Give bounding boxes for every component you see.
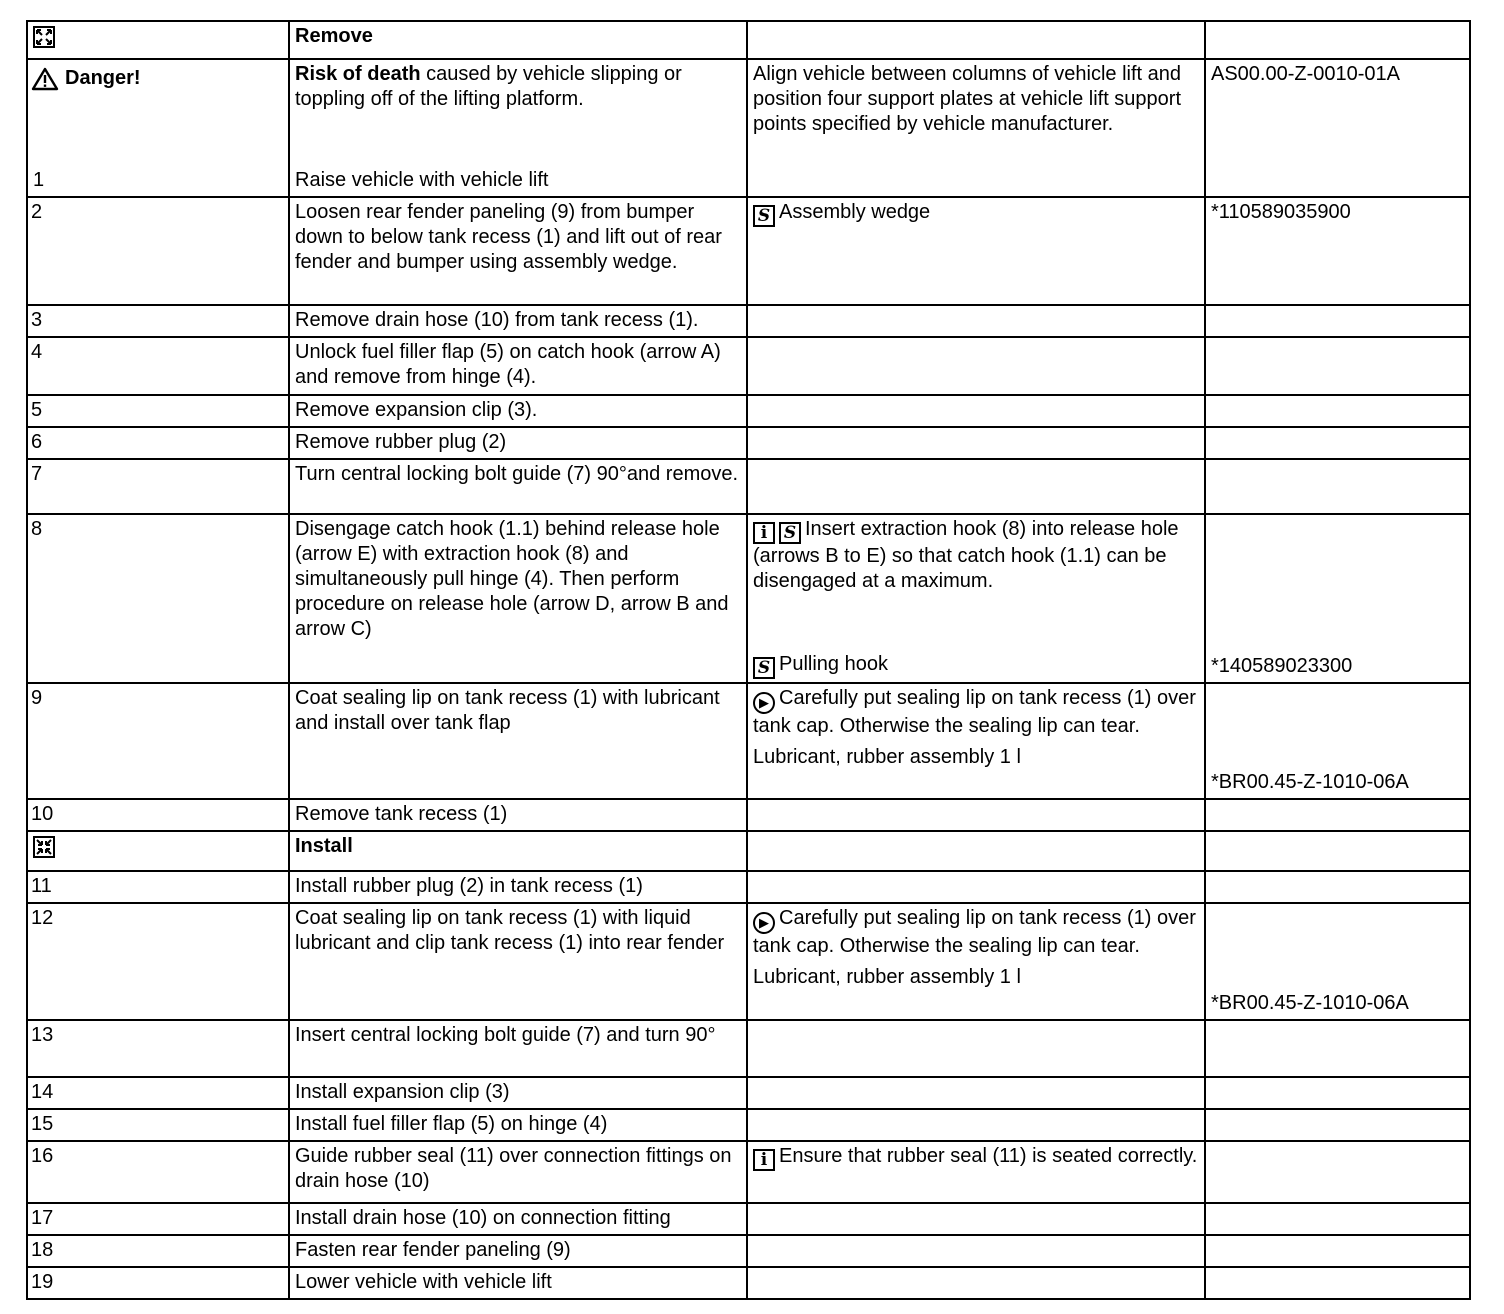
step-text: Install fuel filler flap (5) on hinge (4) — [289, 1109, 747, 1141]
special-tool-icon: S — [779, 522, 801, 544]
table-row — [27, 1077, 1470, 1109]
step-number: 17 — [27, 1203, 289, 1235]
step-number: 4 — [27, 337, 289, 395]
table-row — [27, 1267, 1470, 1299]
step-ref: *BR00.45-Z-1010-06A — [1211, 771, 1409, 793]
table-row — [27, 799, 1470, 831]
info-icon: i — [753, 1149, 775, 1171]
danger-note: Align vehicle between columns of vehicle lift and position four support plates at vehicle lift support points specified by vehicle manufacturer. — [747, 59, 1205, 197]
info-icon: i — [753, 522, 775, 544]
table-row — [27, 459, 1470, 514]
step-ref: *140589023300 — [1211, 655, 1353, 677]
step-tool: Pulling hook — [779, 653, 888, 675]
danger-text: caused by vehicle slipping or toppling off of the lifting platform. — [295, 63, 682, 110]
table-row — [27, 1141, 1470, 1203]
table-row — [27, 683, 1470, 799]
step-number: 13 — [27, 1020, 289, 1077]
step-number: 1 — [33, 169, 45, 191]
step-text: Remove tank recess (1) — [289, 799, 747, 831]
step-text: Fasten rear fender paneling (9) — [289, 1235, 747, 1267]
step-number: 10 — [27, 799, 289, 831]
step-number: 3 — [27, 305, 289, 337]
step-number: 16 — [27, 1141, 289, 1203]
step-text: Remove drain hose (10) from tank recess (1). — [289, 305, 747, 337]
step-ref: *BR00.45-Z-1010-06A — [1211, 992, 1409, 1014]
step-text: Remove rubber plug (2) — [289, 427, 747, 459]
step-text: Disengage catch hook (1.1) behind release hole (arrow E) with extraction hook (8) and simultaneously pull hinge (4). Then perform procedure on release hole (arrow D, arrow B and arrow C) — [289, 514, 747, 683]
step-number: 14 — [27, 1077, 289, 1109]
step-ref: *110589035900 — [1205, 197, 1470, 305]
step-number: 2 — [27, 197, 289, 305]
step-text: Guide rubber seal (11) over connection fittings on drain hose (10) — [289, 1141, 747, 1203]
danger-label: Danger! — [65, 67, 141, 89]
step-number: 11 — [27, 871, 289, 903]
special-tool-icon: S — [753, 657, 775, 679]
step-number: 6 — [27, 427, 289, 459]
section-row-install — [27, 831, 1470, 871]
step-text: Turn central locking bolt guide (7) 90°and remove. — [289, 459, 747, 514]
step-number: 7 — [27, 459, 289, 514]
step-text: Insert central locking bolt guide (7) and turn 90° — [289, 1020, 747, 1077]
step-number: 15 — [27, 1109, 289, 1141]
step-text: Unlock fuel filler flap (5) on catch hook (arrow A) and remove from hinge (4). — [289, 337, 747, 395]
step-note: Ensure that rubber seal (11) is seated correctly. — [779, 1145, 1198, 1167]
special-tool-icon: S — [753, 205, 775, 227]
step-number: 12 — [27, 903, 289, 1020]
table-row — [27, 1203, 1470, 1235]
warning-triangle-icon — [31, 67, 59, 91]
caution-circle-icon: ▶ — [753, 692, 775, 714]
step-number: 5 — [27, 395, 289, 427]
step-text: Install rubber plug (2) in tank recess (1) — [289, 871, 747, 903]
step-number: 8 — [27, 514, 289, 683]
step-text: Coat sealing lip on tank recess (1) with liquid lubricant and clip tank recess (1) into rear fender — [289, 903, 747, 1020]
table-row — [27, 197, 1470, 305]
step-text: Install expansion clip (3) — [289, 1077, 747, 1109]
table-row — [27, 305, 1470, 337]
step-text: Loosen rear fender paneling (9) from bumper down to below tank recess (1) and lift out of rear fender and bumper using assembly wedge. — [289, 197, 747, 305]
step-note: Assembly wedge — [779, 201, 931, 223]
table-row — [27, 1235, 1470, 1267]
section-icon — [33, 26, 55, 48]
table-row — [27, 903, 1470, 1020]
step-number: 9 — [27, 683, 289, 799]
section-row-remove — [27, 21, 1470, 59]
step-lubricant: Lubricant, rubber assembly 1 l — [753, 746, 1021, 768]
step-note: Carefully put sealing lip on tank recess (1) over tank cap. Otherwise the sealing lip can tear. — [753, 687, 1196, 737]
table-row — [27, 514, 1470, 683]
step-text: Coat sealing lip on tank recess (1) with lubricant and install over tank flap — [289, 683, 747, 799]
section-title-remove: Remove — [289, 21, 747, 59]
table-row — [27, 1020, 1470, 1077]
step-lubricant: Lubricant, rubber assembly 1 l — [753, 966, 1021, 988]
table-row — [27, 871, 1470, 903]
procedure-table — [26, 20, 1471, 1300]
section-icon — [33, 836, 55, 858]
step-text: Install drain hose (10) on connection fitting — [289, 1203, 747, 1235]
section-title-install: Install — [289, 831, 747, 871]
step-number: 19 — [27, 1267, 289, 1299]
table-row — [27, 395, 1470, 427]
danger-title: Risk of death — [295, 63, 421, 85]
table-row — [27, 427, 1470, 459]
step-text: Remove expansion clip (3). — [289, 395, 747, 427]
step-note: Carefully put sealing lip on tank recess (1) over tank cap. Otherwise the sealing lip can tear. — [753, 907, 1196, 957]
table-row — [27, 1109, 1470, 1141]
table-row — [27, 59, 1470, 197]
caution-circle-icon: ▶ — [753, 912, 775, 934]
danger-ref: AS00.00-Z-0010-01A — [1205, 59, 1470, 197]
step-note: Insert extraction hook (8) into release hole (arrows B to E) so that catch hook (1.1) can be disengaged at a maximum. — [753, 518, 1179, 592]
step-text: Lower vehicle with vehicle lift — [289, 1267, 747, 1299]
table-row — [27, 337, 1470, 395]
step-text: Raise vehicle with vehicle lift — [295, 169, 549, 191]
step-number: 18 — [27, 1235, 289, 1267]
